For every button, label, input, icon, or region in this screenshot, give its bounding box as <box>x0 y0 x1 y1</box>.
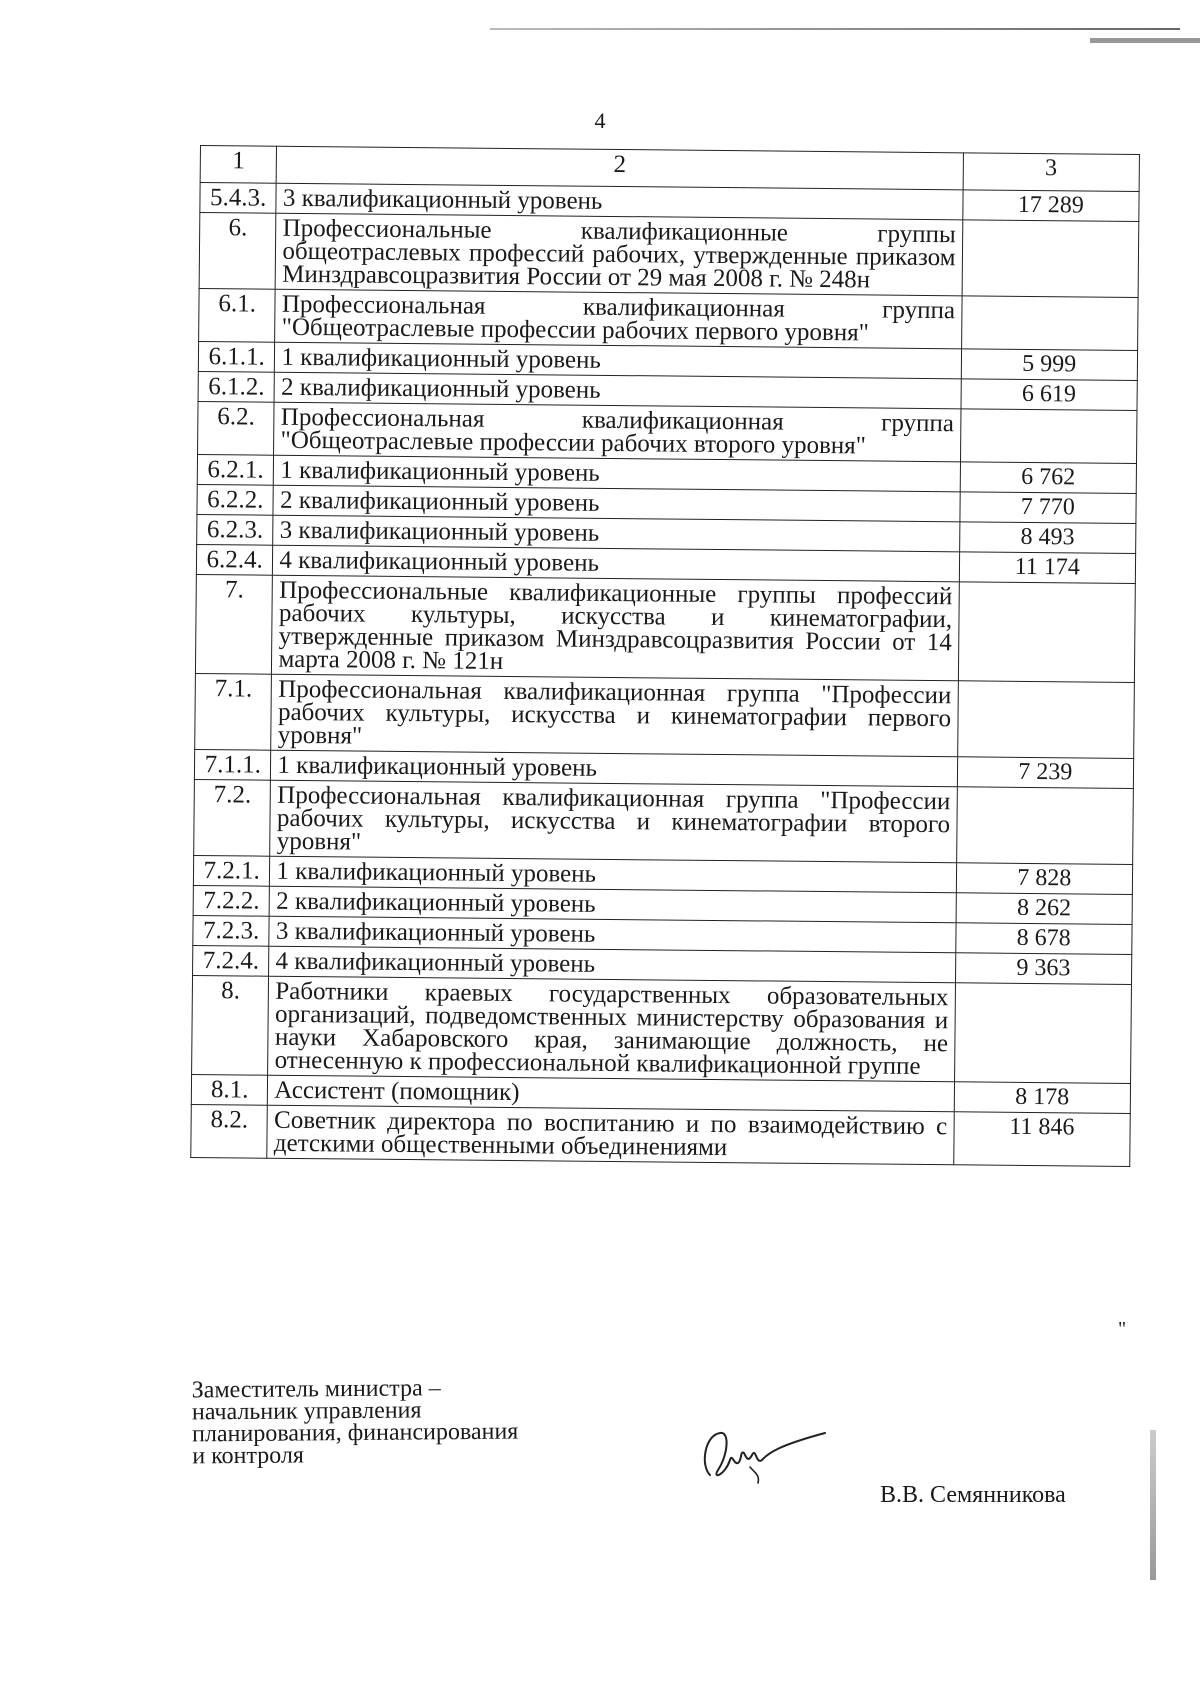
signatory-position-line: начальник управления <box>191 1397 422 1426</box>
row-name: 4 квалификационный уровень <box>273 545 959 582</box>
row-number: 6.1. <box>199 288 276 342</box>
row-name: 2 квалификационный уровень <box>273 485 959 522</box>
row-value <box>958 582 1135 683</box>
table-row <box>199 213 1139 298</box>
row-name: Профессиональные квалификационные группы профессий рабочих культуры, искусства и кинематографии, утвержденные приказом Минздравсоцразвития России от 14 марта 2008 г. № 121н <box>272 575 959 681</box>
row-number: 6. <box>199 213 276 290</box>
row-name: 1 квалификационный уровень <box>271 750 957 787</box>
row-value: 9 363 <box>955 953 1132 985</box>
signatory-position <box>192 1377 519 1468</box>
row-value: 7 828 <box>956 863 1133 895</box>
signatory-position-line: планирования, финансирования <box>191 1418 519 1448</box>
row-name: Ассистент (помощник) <box>268 1075 954 1112</box>
salary-table-container <box>190 145 1140 1167</box>
row-value: 8 178 <box>954 1082 1131 1114</box>
scan-artifact-mark <box>1090 38 1200 43</box>
row-name: 3 квалификационный уровень <box>269 916 955 953</box>
signatory-position-line: Заместитель министра – <box>191 1375 441 1404</box>
row-value <box>954 983 1131 1084</box>
row-number: 6.1.2. <box>198 371 275 402</box>
row-value <box>962 220 1139 298</box>
row-name: Профессиональная квалификационная группа "Профессии рабочих культуры, искусства и кинематографии первого уровня" <box>271 674 958 757</box>
row-number: 7.2.4. <box>193 945 270 976</box>
row-value: 7 770 <box>960 492 1137 524</box>
row-number: 6.1.1. <box>198 341 275 372</box>
row-number: 8.2. <box>191 1104 268 1158</box>
row-number: 8. <box>192 975 269 1075</box>
row-value <box>957 681 1134 759</box>
table-row <box>195 673 1135 758</box>
salary-table <box>190 145 1140 1167</box>
column-header-value: 3 <box>963 153 1140 192</box>
row-name: 2 квалификационный уровень <box>274 372 960 409</box>
page-number: 4 <box>594 108 606 133</box>
row-value <box>960 409 1137 464</box>
closing-quote: " <box>1118 1318 1127 1340</box>
row-name: Профессиональная квалификационная группа "Общеотраслевые профессии рабочих второго уровня" <box>274 402 961 462</box>
row-value <box>961 296 1138 351</box>
row-name: Профессиональная квалификационная группа "Профессии рабочих культуры, искусства и кинематографии второго уровня" <box>270 780 957 863</box>
handwritten-signature <box>700 1425 830 1485</box>
row-value: 8 493 <box>959 522 1136 554</box>
row-value: 11 846 <box>953 1112 1130 1167</box>
row-name: 4 квалификационный уровень <box>269 946 955 983</box>
table-row <box>194 779 1134 864</box>
row-number: 6.2. <box>198 401 275 455</box>
row-number: 7.1.1. <box>194 749 271 780</box>
row-name: 1 квалификационный уровень <box>275 342 961 379</box>
row-name: 2 квалификационный уровень <box>270 886 956 923</box>
column-header-name: 2 <box>277 146 963 190</box>
row-name: 1 квалификационный уровень <box>270 856 956 893</box>
row-value: 17 289 <box>962 190 1139 222</box>
column-header-number: 1 <box>200 146 277 184</box>
row-number: 7.1. <box>195 673 272 750</box>
row-value: 8 262 <box>956 893 1133 925</box>
row-name: 1 квалификационный уровень <box>274 455 960 492</box>
row-number: 6.2.4. <box>196 544 273 575</box>
row-name: Профессиональная квалификационная группа "Общеотраслевые профессии рабочих первого уровня" <box>275 289 962 349</box>
row-number: 6.2.1. <box>197 454 274 485</box>
row-name: Советник директора по воспитанию и по взаимодействию с детскими общественными объединениями <box>267 1105 954 1165</box>
row-number: 7.2.2. <box>193 885 270 916</box>
row-name: Профессиональные квалификационные группы общеотраслевых профессий рабочих, утвержденные приказом Минздравсоцразвития России от 29 мая 2008 г. № 248н <box>276 213 963 296</box>
row-value: 7 239 <box>957 757 1134 789</box>
row-number: 6.2.3. <box>197 514 274 545</box>
table-body <box>191 183 1139 1167</box>
table-row <box>195 574 1135 682</box>
table-row <box>199 288 1138 350</box>
table-row <box>198 401 1137 463</box>
table-row <box>192 975 1132 1083</box>
row-name: Работники краевых государственных образовательных организаций, подведомственных министерству образования и науки Хабаровского края, занимающие должность, не отнесенную к профессиональной квалификационной группе <box>268 976 955 1082</box>
row-number: 8.1. <box>191 1074 268 1105</box>
signatory-name: В.В. Семянникова <box>880 1482 1066 1508</box>
row-name: 3 квалификационный уровень <box>276 183 962 220</box>
row-value: 8 678 <box>955 923 1132 955</box>
row-value <box>956 787 1133 865</box>
row-number: 7.2.1. <box>193 855 270 886</box>
row-value: 6 762 <box>960 462 1137 494</box>
signatory-position-line: и контроля <box>192 1442 305 1470</box>
table-row <box>191 1104 1130 1166</box>
scan-artifact-line <box>490 28 1180 30</box>
row-value: 6 619 <box>961 379 1138 411</box>
scan-artifact-edge <box>1150 1430 1156 1580</box>
row-number: 6.2.2. <box>197 484 274 515</box>
row-value: 5 999 <box>961 349 1138 381</box>
row-number: 5.4.3. <box>200 183 277 214</box>
row-number: 7.2.3. <box>193 915 270 946</box>
row-number: 7. <box>195 574 272 674</box>
row-value: 11 174 <box>959 552 1136 584</box>
row-name: 3 квалификационный уровень <box>273 515 959 552</box>
row-number: 7.2. <box>194 779 271 856</box>
